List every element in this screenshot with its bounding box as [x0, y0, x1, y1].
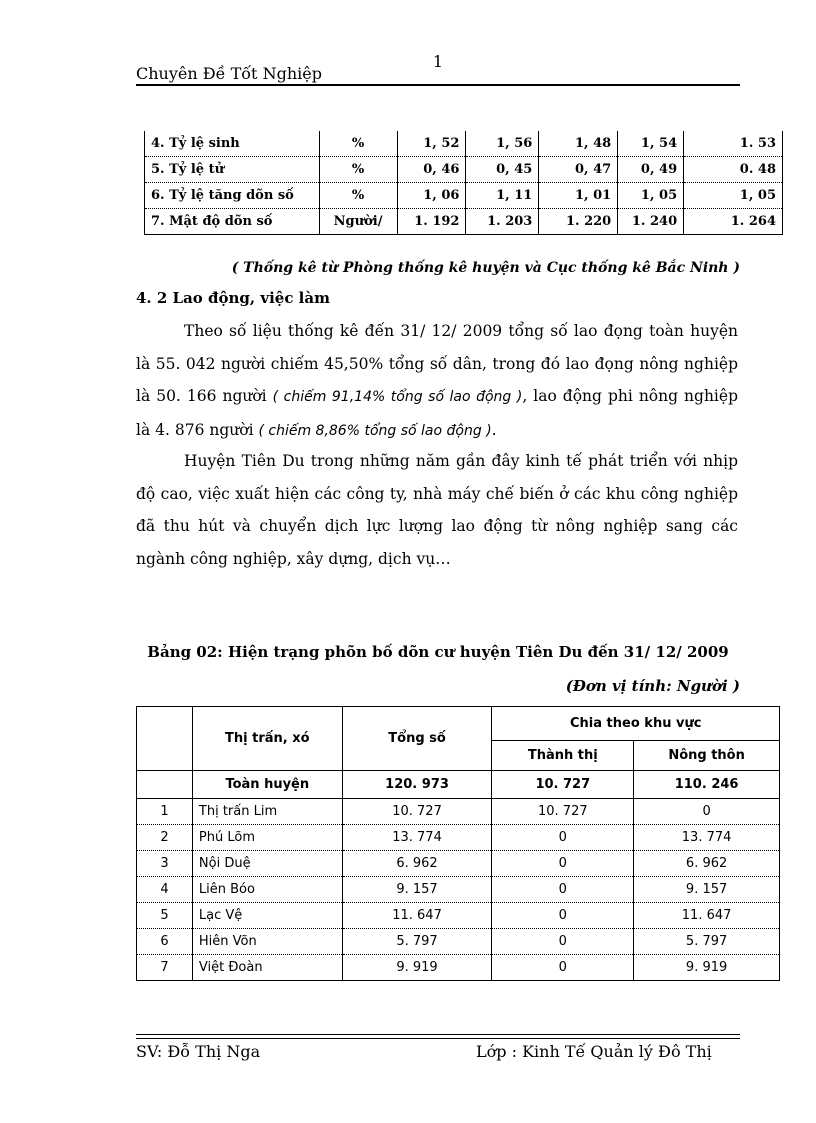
- stats-label: 6. Tỷ lệ tăng dõn số: [145, 183, 320, 209]
- row-total: 9. 157: [342, 877, 492, 903]
- row-urban: 0: [492, 825, 634, 851]
- stats-row: [145, 157, 783, 183]
- paragraph-labor-stats: [136, 315, 738, 447]
- footer-rule: [136, 1038, 740, 1039]
- p1-text-a: Theo số liệu thống kê đến 31/ 12/ 2009 tổng số lao đọng toàn huyện là 55. 042 người chiếm 45,50% tổng số dân, trong đó lao đọng nông nghiệp là 50. 166 người: [136, 322, 738, 406]
- stats-value: 1. 53: [684, 131, 783, 157]
- stats-value: 0, 45: [466, 157, 539, 183]
- row-index: 7: [137, 955, 193, 981]
- header-total: Tổng số: [342, 707, 492, 771]
- row-urban: 0: [492, 877, 634, 903]
- stats-value: 1, 05: [618, 183, 684, 209]
- row-rural: 5. 797: [634, 929, 780, 955]
- total-row-index: [137, 771, 193, 799]
- stats-value: 1. 240: [618, 209, 684, 235]
- footer-class: Lớp : Kinh Tế Quản lý Đô Thị: [476, 1042, 712, 1061]
- table-row: [137, 929, 780, 955]
- total-row-rural: 110. 246: [634, 771, 780, 799]
- row-commune: Liên Bóo: [192, 877, 342, 903]
- p2-text: Huyện Tiên Du trong những năm gần đây kinh tế phát triển với nhịp độ cao, việc xuất hiện các công ty, nhà máy chế biến ở các khu công nghiệp đã thu hút và chuyển dịch lực lượng lao động từ nông nghiệp sang các ngành công nghiệp, xây dựng, dịch vụ…: [136, 452, 738, 568]
- p1-text-c: , lao động phi nông nghiệp là 4. 876 người: [136, 387, 738, 439]
- header-urban: Thành thị: [492, 741, 634, 771]
- row-rural: 9. 919: [634, 955, 780, 981]
- stats-label: 4. Tỷ lệ sinh: [145, 131, 320, 157]
- total-row-urban: 10. 727: [492, 771, 634, 799]
- stats-value: 1, 01: [539, 183, 618, 209]
- population-stats-table: [144, 131, 783, 235]
- stats-value: 1. 203: [466, 209, 539, 235]
- stats-row: [145, 183, 783, 209]
- header-rule: [136, 84, 740, 86]
- row-index: 6: [137, 929, 193, 955]
- row-commune: Thị trấn Lim: [192, 799, 342, 825]
- row-index: 5: [137, 903, 193, 929]
- row-total: 5. 797: [342, 929, 492, 955]
- p1-text-e: .: [491, 420, 497, 439]
- row-total: 11. 647: [342, 903, 492, 929]
- table-row: [137, 825, 780, 851]
- stats-row: [145, 209, 783, 235]
- stats-value: 1. 192: [397, 209, 466, 235]
- p1-italic-agri-share: ( chiếm 91,14% tổng số lao động ): [272, 389, 523, 406]
- row-rural: 0: [634, 799, 780, 825]
- table-row: [137, 955, 780, 981]
- row-urban: 0: [492, 929, 634, 955]
- stats-unit: %: [319, 183, 397, 209]
- table-row: [137, 851, 780, 877]
- row-urban: 10. 727: [492, 799, 634, 825]
- row-urban: 0: [492, 851, 634, 877]
- stats-unit: %: [319, 157, 397, 183]
- stats-value: 1. 264: [684, 209, 783, 235]
- stats-value: 1. 220: [539, 209, 618, 235]
- stats-unit: Người/: [319, 209, 397, 235]
- stats-value: 0, 46: [397, 157, 466, 183]
- row-urban: 0: [492, 903, 634, 929]
- stats-value: 1, 48: [539, 131, 618, 157]
- stats-value: 1, 56: [466, 131, 539, 157]
- row-total: 10. 727: [342, 799, 492, 825]
- total-row-name: Toàn huyện: [192, 771, 342, 799]
- table-row: [137, 903, 780, 929]
- stats-value: 0. 48: [684, 157, 783, 183]
- row-total: 9. 919: [342, 955, 492, 981]
- stats-value: 0, 49: [618, 157, 684, 183]
- table-row: [137, 877, 780, 903]
- row-commune: Hiên Võn: [192, 929, 342, 955]
- row-rural: 11. 647: [634, 903, 780, 929]
- row-commune: Phú Lõm: [192, 825, 342, 851]
- header-title: Chuyên Đề Tốt Nghiệp: [136, 64, 322, 83]
- stats-label: 5. Tỷ lệ tử: [145, 157, 320, 183]
- row-index: 4: [137, 877, 193, 903]
- table2-title: Bảng 02: Hiện trạng phõn bố dõn cư huyện Tiên Du đến 31/ 12/ 2009: [147, 643, 729, 661]
- stats-value: 1, 05: [684, 183, 783, 209]
- row-commune: Nội Duệ: [192, 851, 342, 877]
- header-commune: Thị trấn, xó: [192, 707, 342, 771]
- header-index: [137, 707, 193, 771]
- population-distribution-table: [136, 706, 780, 981]
- stats-label: 7. Mật độ dõn số: [145, 209, 320, 235]
- source-note: ( Thống kê từ Phòng thống kê huyện và Cục thống kê Bắc Ninh ): [231, 260, 740, 276]
- section-heading: 4. 2 Lao động, việc làm: [136, 289, 330, 307]
- row-index: 3: [137, 851, 193, 877]
- row-commune: Việt Đoàn: [192, 955, 342, 981]
- stats-value: 1, 52: [397, 131, 466, 157]
- page-number: 1: [432, 52, 444, 71]
- footer-student: SV: Đỗ Thị Nga: [136, 1042, 261, 1061]
- p1-italic-nonagri-share: ( chiếm 8,86% tổng số lao động ): [258, 422, 492, 439]
- paragraph-economic-shift: [136, 445, 738, 575]
- stats-value: 1, 06: [397, 183, 466, 209]
- footer-rule: [136, 1034, 740, 1035]
- row-urban: 0: [492, 955, 634, 981]
- header-area-group: Chia theo khu vực: [492, 707, 780, 741]
- row-index: 1: [137, 799, 193, 825]
- row-rural: 9. 157: [634, 877, 780, 903]
- stats-unit: %: [319, 131, 397, 157]
- table2-unit: (Đơn vị tính: Người ): [565, 677, 740, 695]
- row-rural: 13. 774: [634, 825, 780, 851]
- stats-value: 0, 47: [539, 157, 618, 183]
- stats-row: [145, 131, 783, 157]
- stats-value: 1, 54: [618, 131, 684, 157]
- table-row: [137, 799, 780, 825]
- row-commune: Lạc Vệ: [192, 903, 342, 929]
- row-total: 13. 774: [342, 825, 492, 851]
- header-rural: Nông thôn: [634, 741, 780, 771]
- row-index: 2: [137, 825, 193, 851]
- row-rural: 6. 962: [634, 851, 780, 877]
- stats-value: 1, 11: [466, 183, 539, 209]
- total-row-total: 120. 973: [342, 771, 492, 799]
- row-total: 6. 962: [342, 851, 492, 877]
